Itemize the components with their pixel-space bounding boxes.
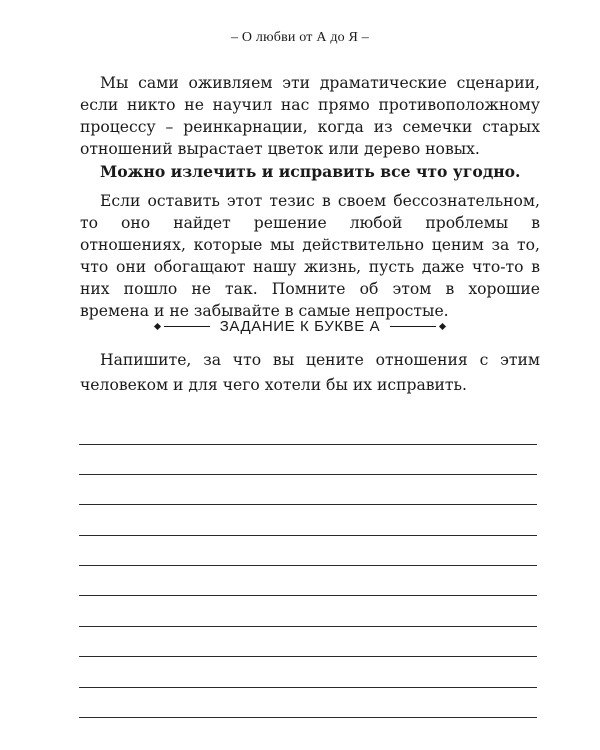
paragraph-1: Мы сами оживляем эти драматические сценарии, если никто не научил нас прямо противоположному процессу – реинкарнации, когда из семечки старых отношений вырастает цветок или дерево новых. bbox=[80, 74, 540, 158]
bold-statement: Можно излечить и исправить все что угодно. bbox=[100, 162, 521, 181]
ornament-right-diamond bbox=[439, 323, 446, 330]
task-heading bbox=[0, 318, 600, 335]
answer-line[interactable] bbox=[79, 656, 537, 657]
paragraph-2: Если оставить этот тезис в своем бессознательном, то оно найдет решение любой проблемы в отношениях, которые мы действительно ценим за то, что они обогащают нашу жизнь, пусть даже что-то в них пошло не так. Помните об этом в хорошие времена и не забывайте в самые непростые. bbox=[80, 192, 540, 320]
answer-line[interactable] bbox=[79, 687, 537, 688]
running-header: – О любви от А до Я – bbox=[231, 30, 369, 45]
answer-line[interactable] bbox=[79, 717, 537, 718]
answer-line[interactable] bbox=[79, 626, 537, 627]
answer-line[interactable] bbox=[79, 535, 537, 536]
ornament-left-diamond bbox=[154, 323, 161, 330]
answer-line[interactable] bbox=[79, 504, 537, 505]
answer-line[interactable] bbox=[79, 595, 537, 596]
answer-line[interactable] bbox=[79, 474, 537, 475]
answer-line[interactable] bbox=[79, 444, 537, 445]
answer-line[interactable] bbox=[79, 565, 537, 566]
ornament-right-rule bbox=[390, 326, 436, 327]
task-prompt: Напишите, за что вы цените отношения с этим человеком и для чего хотели бы их исправить. bbox=[80, 351, 540, 394]
ornament-left-rule bbox=[164, 326, 210, 327]
task-title: ЗАДАНИЕ К БУКВЕ А bbox=[219, 318, 381, 335]
